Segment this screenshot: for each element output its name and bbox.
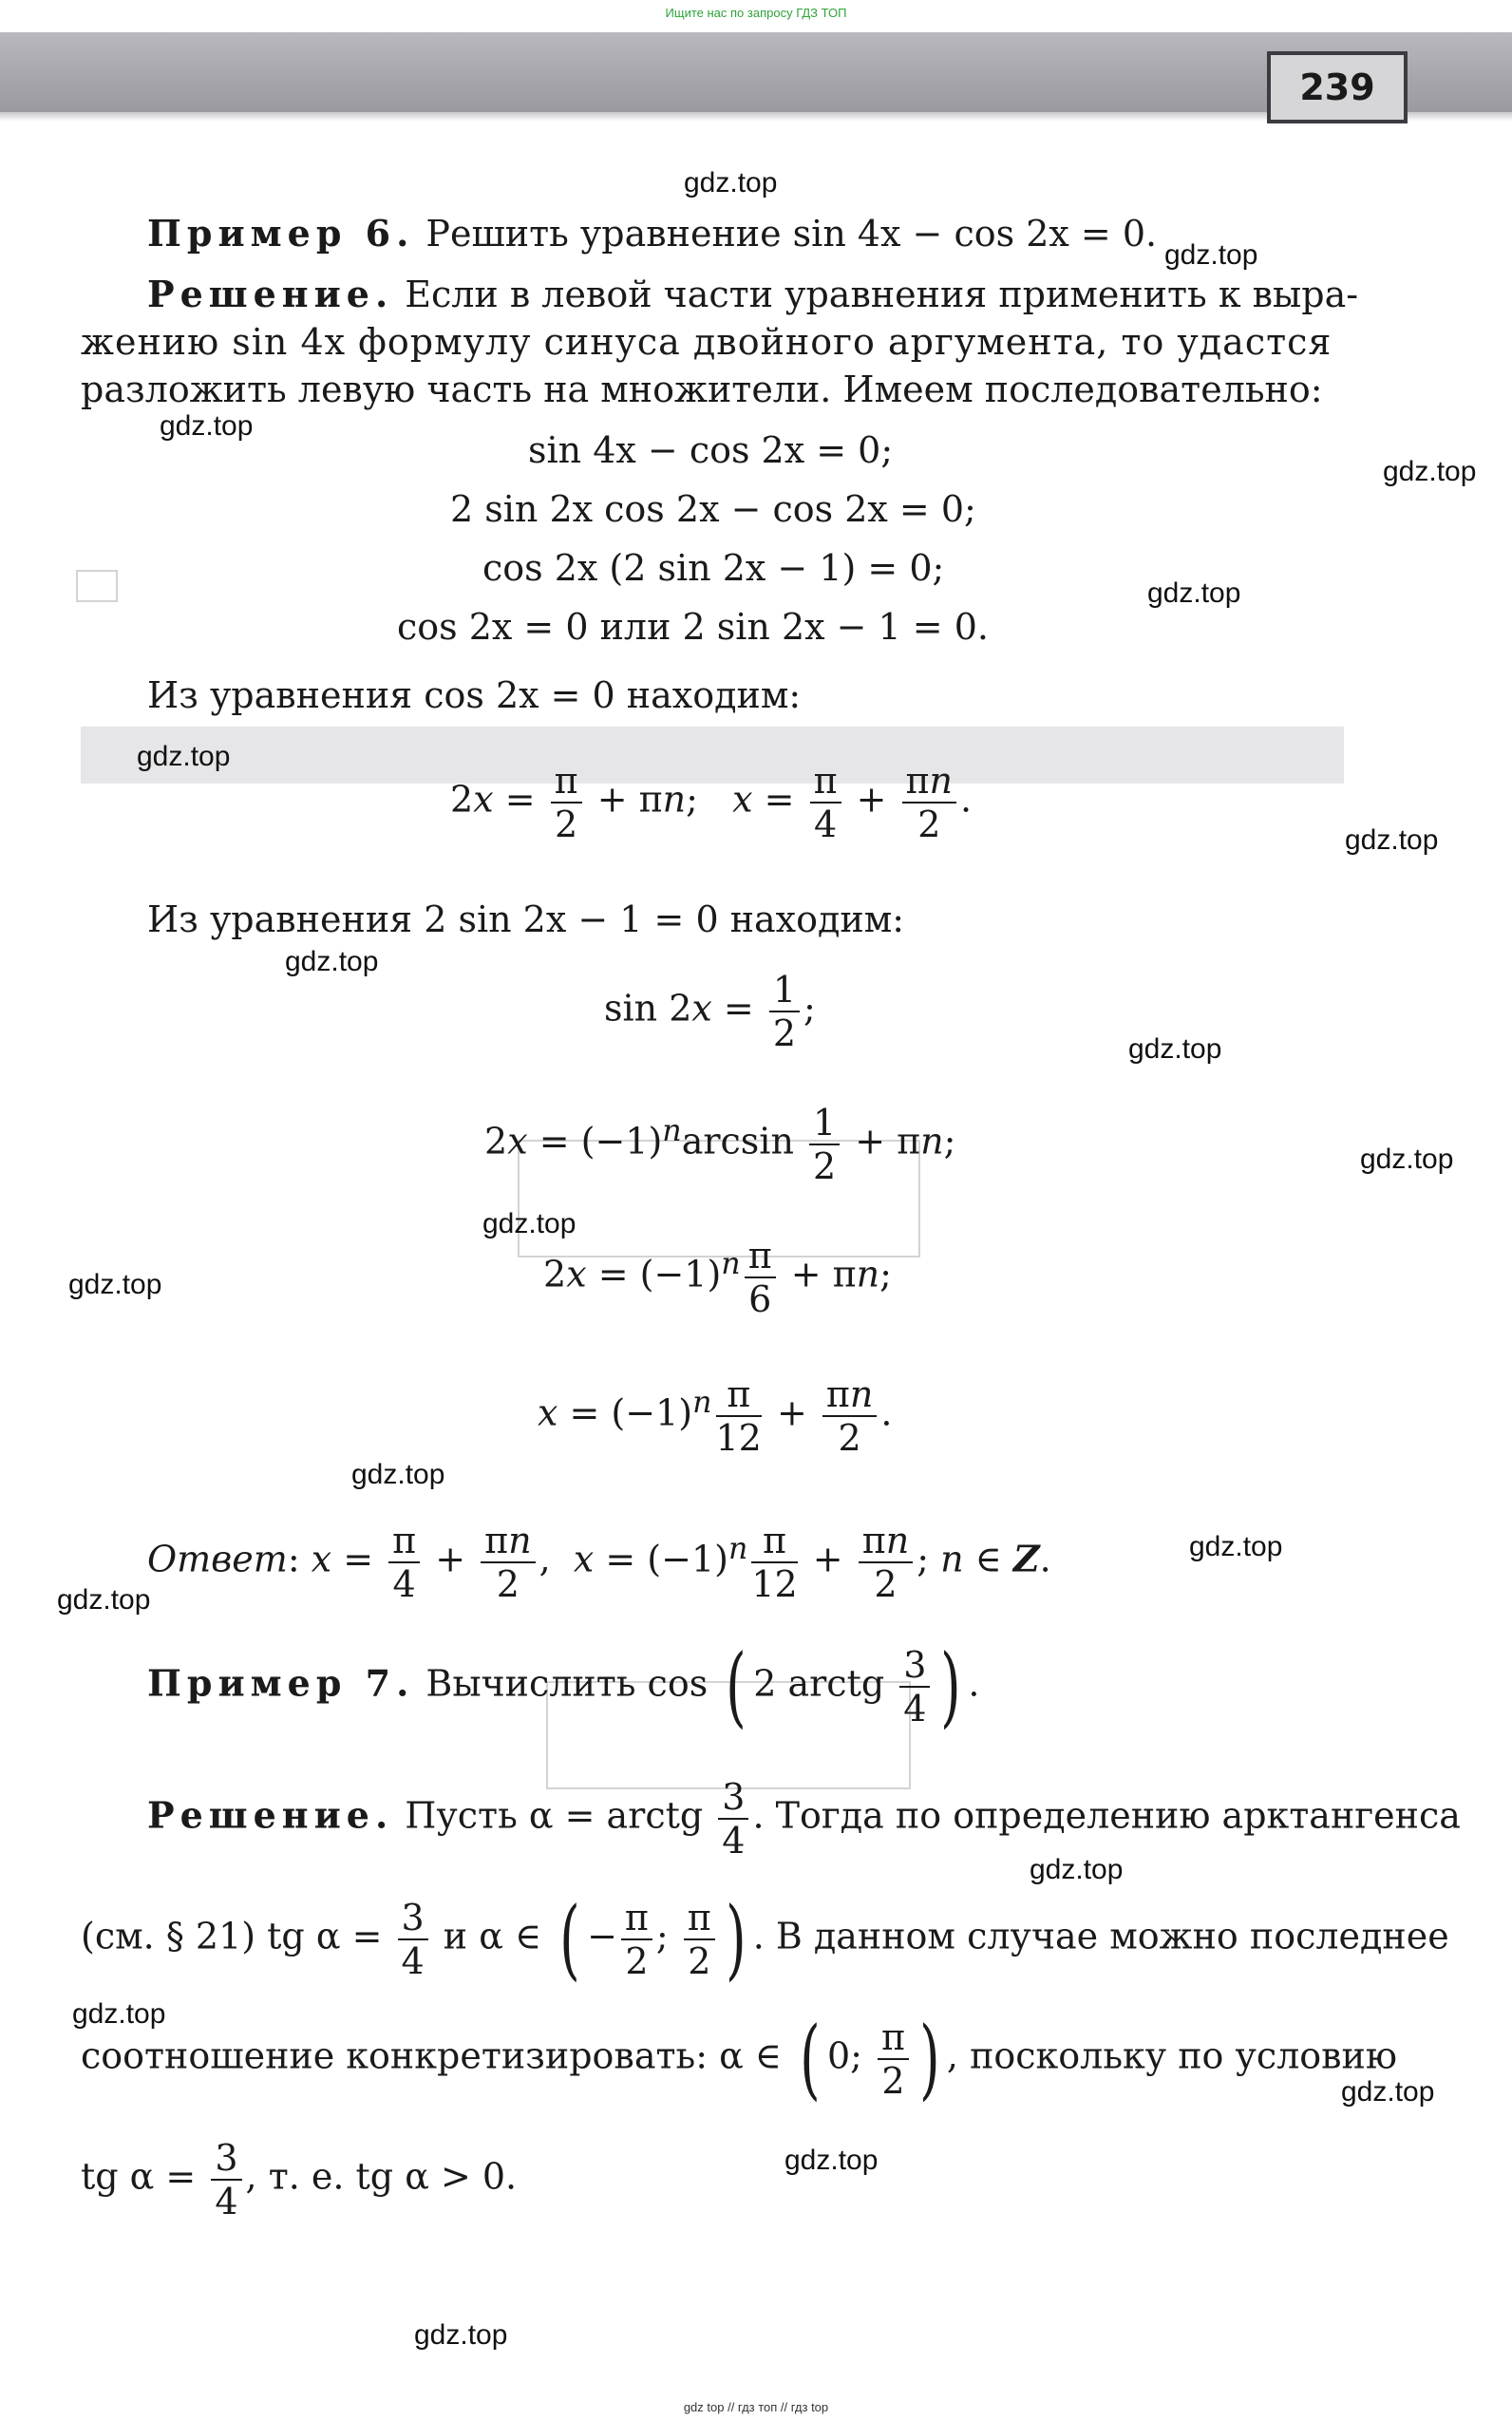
solution-label: Решение.: [147, 273, 394, 315]
solution7-text3a: соотношение конкретизировать: α ∈: [81, 2034, 782, 2077]
from-equation-2: Из уравнения 2 sin 2x − 1 = 0 находим:: [147, 898, 905, 940]
example7-task: Вычислить cos: [425, 1662, 709, 1705]
solution7-text2a: (см. § 21) tg α =: [81, 1915, 383, 1957]
example7-solution-line4: tg α = $\frac{3}{4}$ , т. е. tg α > 0.: [81, 2137, 518, 2222]
watermark: gdz.top: [1341, 2076, 1435, 2108]
watermark: gdz.top: [1164, 239, 1258, 271]
solution7-text1b: . Тогда по определению арктангенса: [752, 1794, 1461, 1837]
bleed-box: [76, 570, 118, 602]
example7-line: Пример 7. Вычислить cos ( 2 arctg $\frac{3}{4}$ ) .: [147, 1635, 980, 1737]
bottom-note: gdz top // гдз топ // гдз top: [683, 2400, 829, 2414]
example6-solution-line2: жению sin 4x формулу синуса двойного аргумента, то удастся: [81, 321, 1332, 363]
watermark: gdz.top: [482, 1208, 576, 1239]
watermark: gdz.top: [1030, 1854, 1124, 1885]
watermark: gdz.top: [1147, 577, 1241, 609]
equation-pi12: $x = (-1)^n$ $\frac{\pi}{12}$ + $\frac{\pi n}{2}$ .: [538, 1373, 893, 1459]
watermark: gdz.top: [57, 1584, 151, 1616]
example6-solution-line3: разложить левую часть на множители. Имеем последовательно:: [81, 369, 1323, 410]
watermark: gdz.top: [1345, 824, 1439, 856]
solution7-text3b: , поскольку по условию: [946, 2034, 1397, 2077]
equation-step2: 2 sin 2x cos 2x − cos 2x = 0;: [450, 488, 976, 530]
watermark: gdz.top: [784, 2145, 879, 2176]
watermark: gdz.top: [1189, 1531, 1283, 1562]
watermark: gdz.top: [1128, 1033, 1222, 1065]
example6-label: Пример 6.: [147, 212, 415, 255]
solution7-label: Решение.: [147, 1793, 394, 1837]
example6-task: Решить уравнение sin 4x − cos 2x = 0.: [425, 213, 1158, 255]
solution7-text4a: tg α =: [81, 2155, 197, 2198]
equation-step3: cos 2x (2 sin 2x − 1) = 0;: [482, 547, 945, 589]
from-equation-1: Из уравнения cos 2x = 0 находим:: [147, 674, 802, 716]
equation-pi6: $2x = (-1)^n$ $\frac{\pi}{6}$ + πn;: [543, 1235, 892, 1320]
watermark: gdz.top: [1383, 456, 1477, 487]
example6-solution-line1: [147, 272, 1358, 317]
solution-cos-root: 2x = $\frac{\pi}{2}$ + πn; x = $\frac{\pi}{4}$ + $\frac{\pi n}{2}$ .: [450, 760, 973, 845]
watermark: gdz.top: [684, 167, 778, 199]
example6-line: [147, 211, 1157, 256]
example7-label: Пример 7.: [147, 1661, 415, 1705]
equation-step1: sin 4x − cos 2x = 0;: [528, 429, 894, 471]
example6-answer: Ответ: x = $\frac{\pi}{4}$ + $\frac{\pi n}{2}$ , $x = (-1)^n$ $\frac{\pi}{12}$ + $\frac{\pi n}{2}$ ; n ∈ Z.: [147, 1520, 1051, 1605]
solution7-text2b: и α ∈: [443, 1915, 542, 1957]
watermark: gdz.top: [72, 1998, 166, 2030]
watermark: gdz.top: [137, 741, 231, 772]
solution7-text2c: . В данном случае можно последнее: [752, 1915, 1449, 1957]
solution7-text1: Пусть α = arctg: [405, 1794, 704, 1837]
watermark: gdz.top: [351, 1459, 445, 1490]
page-number: 239: [1267, 51, 1408, 123]
example7-solution-line2: (см. § 21) tg α = $\frac{3}{4}$ и α ∈ ( − $\frac{\pi}{2}$ ; $\frac{\pi}{2}$ ) . В данном случае можно последнее: [81, 1888, 1449, 1990]
solution-text: Если в левой части уравнения применить к выра-: [405, 274, 1359, 315]
watermark: gdz.top: [160, 410, 254, 442]
watermark: gdz.top: [414, 2319, 508, 2351]
top-note: Ищите нас по запросу ГДЗ ТОП: [665, 6, 847, 20]
watermark: gdz.top: [68, 1269, 162, 1300]
watermark: gdz.top: [285, 946, 379, 977]
equation-step4: cos 2x = 0 или 2 sin 2x − 1 = 0.: [397, 606, 989, 648]
watermark: gdz.top: [1360, 1144, 1454, 1175]
answer-label: Ответ: [147, 1538, 288, 1580]
solution7-text4b: , т. е. tg α > 0.: [245, 2155, 518, 2198]
equation-sin-half: sin 2x = $\frac{1}{2}$ ;: [604, 969, 816, 1054]
equation-arcsin: $2x = (-1)^n\arcsin$ $\frac{1}{2}$ + πn;: [484, 1102, 956, 1187]
example7-solution-line1: Решение. Пусть α = arctg $\frac{3}{4}$ . Тогда по определению арктангенса: [147, 1776, 1461, 1862]
example7-solution-line3: соотношение конкретизировать: α ∈ ( 0; $\frac{\pi}{2}$ ) , поскольку по условию: [81, 2008, 1397, 2109]
